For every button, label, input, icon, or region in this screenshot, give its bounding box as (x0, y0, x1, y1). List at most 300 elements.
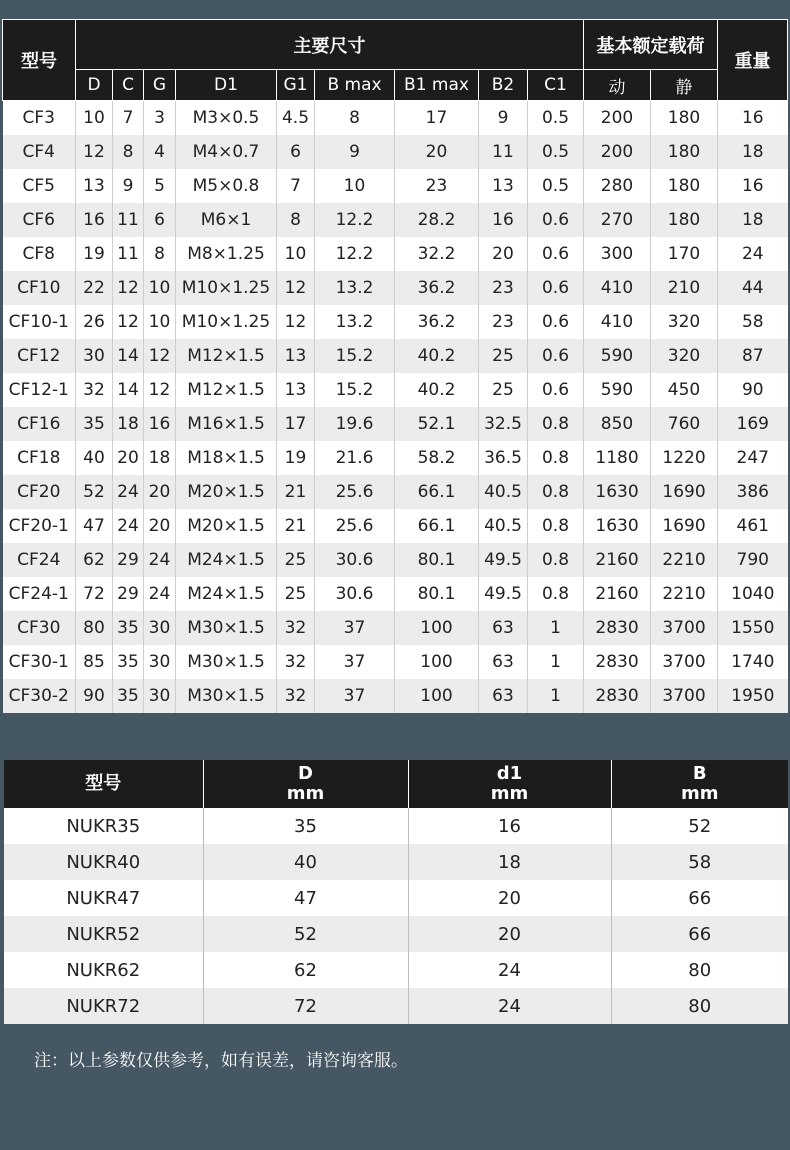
table-cell: 1550 (718, 611, 788, 645)
table-cell: 8 (315, 101, 395, 136)
table-cell: 35 (113, 679, 144, 713)
table-cell: 10 (144, 271, 176, 305)
table-cell: 3700 (651, 645, 718, 679)
table-cell: 2160 (584, 543, 651, 577)
table-cell: 24 (113, 475, 144, 509)
header-sub-cell: 静 (651, 70, 718, 101)
header-model: 型号 (3, 20, 76, 101)
model-cell: CF8 (3, 237, 76, 271)
table-cell: 20 (408, 880, 611, 916)
nukr-header-unit: mm (286, 783, 325, 804)
table-cell: 24 (144, 577, 176, 611)
table-cell: 23 (479, 305, 528, 339)
table-cell: 52 (76, 475, 113, 509)
table-cell: 16 (76, 203, 113, 237)
table-cell: 20 (479, 237, 528, 271)
table-cell: 85 (76, 645, 113, 679)
table-cell: 0.6 (528, 203, 584, 237)
table-cell: 10 (277, 237, 315, 271)
table-cell: M20×1.5 (176, 509, 277, 543)
table-cell: 18 (144, 441, 176, 475)
table-cell: 24 (144, 543, 176, 577)
model-cell: NUKR52 (4, 916, 203, 952)
header-sub-cell: C (113, 70, 144, 101)
table-cell: 17 (277, 407, 315, 441)
table-cell: 66 (611, 916, 788, 952)
table-cell: 12.2 (315, 237, 395, 271)
table-cell: 32 (277, 645, 315, 679)
table-cell: 20 (113, 441, 144, 475)
table-cell: 37 (315, 611, 395, 645)
model-cell: CF30-1 (3, 645, 76, 679)
table-row (3, 373, 788, 407)
table-cell: 8 (144, 237, 176, 271)
table-cell: 180 (651, 135, 718, 169)
table-cell: 13 (76, 169, 113, 203)
table-cell: 35 (113, 611, 144, 645)
header-sub-cell: C1 (528, 70, 584, 101)
table-cell: 72 (76, 577, 113, 611)
header-main-dimensions: 主要尺寸 (76, 20, 584, 70)
header-sub-cell: G (144, 70, 176, 101)
table-cell: 6 (277, 135, 315, 169)
table-cell: 19 (76, 237, 113, 271)
table-cell: 20 (144, 509, 176, 543)
table-row (4, 988, 788, 1024)
table-cell: 30 (76, 339, 113, 373)
table-cell: 18 (113, 407, 144, 441)
table-cell: 19.6 (315, 407, 395, 441)
table-cell: 20 (395, 135, 479, 169)
model-cell: CF24 (3, 543, 76, 577)
table-cell: 13 (277, 373, 315, 407)
table-cell: 2830 (584, 645, 651, 679)
table-cell: 20 (408, 916, 611, 952)
table-cell: 13.2 (315, 305, 395, 339)
table-cell: M6×1 (176, 203, 277, 237)
table-cell: 410 (584, 305, 651, 339)
table-cell: 100 (395, 645, 479, 679)
nukr-header-cell (408, 760, 611, 808)
table-cell: 0.5 (528, 169, 584, 203)
table-cell: 66 (611, 880, 788, 916)
table-cell: 25.6 (315, 509, 395, 543)
table-cell: 36.5 (479, 441, 528, 475)
table-cell: 52.1 (395, 407, 479, 441)
nukr-header-cell (203, 760, 408, 808)
table-cell: 0.8 (528, 441, 584, 475)
table-cell: 12 (144, 339, 176, 373)
table-cell: 32 (277, 679, 315, 713)
model-cell: CF10-1 (3, 305, 76, 339)
table-cell: 10 (76, 101, 113, 136)
model-cell: CF10 (3, 271, 76, 305)
table-cell: 30 (144, 645, 176, 679)
table-cell: 280 (584, 169, 651, 203)
table-cell: 58 (611, 844, 788, 880)
table-cell: 35 (76, 407, 113, 441)
table-cell: 200 (584, 135, 651, 169)
table-cell: 12 (113, 271, 144, 305)
table-cell: 14 (113, 373, 144, 407)
table-cell: 100 (395, 679, 479, 713)
table-cell: M4×0.7 (176, 135, 277, 169)
table-cell: 23 (479, 271, 528, 305)
table-cell: 1180 (584, 441, 651, 475)
table-cell: 16 (479, 203, 528, 237)
table-cell: 169 (718, 407, 788, 441)
model-cell: NUKR47 (4, 880, 203, 916)
header-sub-cell: B2 (479, 70, 528, 101)
table-cell: 9 (113, 169, 144, 203)
nukr-header-cell (4, 760, 203, 808)
table-cell: 80 (76, 611, 113, 645)
table-cell: 1 (528, 645, 584, 679)
table-row (3, 237, 788, 271)
table-cell: 66.1 (395, 509, 479, 543)
spec-table (2, 19, 788, 713)
table-cell: 320 (651, 339, 718, 373)
table-cell: 20 (144, 475, 176, 509)
table-row (4, 916, 788, 952)
table-cell: 16 (144, 407, 176, 441)
table-cell: 66.1 (395, 475, 479, 509)
table-cell: 0.8 (528, 543, 584, 577)
spec-table-body (3, 101, 788, 714)
table-cell: 12 (277, 305, 315, 339)
table-cell: 37 (315, 645, 395, 679)
table-cell: 1040 (718, 577, 788, 611)
table-cell: 410 (584, 271, 651, 305)
model-cell: CF30 (3, 611, 76, 645)
table-row (4, 952, 788, 988)
table-cell: 300 (584, 237, 651, 271)
table-cell: 760 (651, 407, 718, 441)
table-cell: 47 (76, 509, 113, 543)
header-sub-cell: D (76, 70, 113, 101)
table-cell: 180 (651, 169, 718, 203)
table-cell: 40.2 (395, 373, 479, 407)
table-row (3, 475, 788, 509)
table-cell: 15.2 (315, 339, 395, 373)
model-cell: CF12-1 (3, 373, 76, 407)
table-cell: M8×1.25 (176, 237, 277, 271)
table-cell: 11 (113, 203, 144, 237)
model-cell: NUKR40 (4, 844, 203, 880)
table-cell: 2830 (584, 679, 651, 713)
table-cell: 16 (718, 169, 788, 203)
table-cell: 10 (144, 305, 176, 339)
table-cell: 11 (479, 135, 528, 169)
table-row (4, 880, 788, 916)
table-cell: 7 (277, 169, 315, 203)
table-cell: 461 (718, 509, 788, 543)
table-cell: 0.5 (528, 135, 584, 169)
table-cell: 3700 (651, 679, 718, 713)
table-cell: 11 (113, 237, 144, 271)
table-row (3, 509, 788, 543)
nukr-header-unit: mm (680, 783, 719, 804)
table-cell: 1690 (651, 509, 718, 543)
table-cell: 16 (408, 808, 611, 844)
table-cell: 24 (408, 952, 611, 988)
table-row (3, 101, 788, 136)
table-cell: 22 (76, 271, 113, 305)
header-sub-cell: G1 (277, 70, 315, 101)
table-cell: 450 (651, 373, 718, 407)
table-row (4, 808, 788, 844)
table-cell: 13 (277, 339, 315, 373)
model-cell: CF24-1 (3, 577, 76, 611)
table-cell: 30 (144, 679, 176, 713)
table-cell: 30.6 (315, 543, 395, 577)
table-row (3, 407, 788, 441)
header-weight: 重量 (718, 20, 788, 101)
table-cell: 35 (113, 645, 144, 679)
disclaimer-note: 注：以上参数仅供参考，如有误差，请咨询客服。 (34, 1051, 408, 1071)
table-cell: 80.1 (395, 543, 479, 577)
table-cell: 3700 (651, 611, 718, 645)
table-row (3, 271, 788, 305)
nukr-header-name: B (692, 763, 707, 784)
table-cell: 1 (528, 611, 584, 645)
table-cell: 180 (651, 203, 718, 237)
nukr-header-row (4, 760, 788, 808)
table-cell: 3 (144, 101, 176, 136)
table-cell: 1 (528, 679, 584, 713)
table-cell: M12×1.5 (176, 339, 277, 373)
model-cell: CF16 (3, 407, 76, 441)
table-cell: 2210 (651, 543, 718, 577)
table-cell: 10 (315, 169, 395, 203)
table-cell: 18 (718, 135, 788, 169)
table-cell: 17 (395, 101, 479, 136)
table-cell: 12 (277, 271, 315, 305)
table-cell: 40.5 (479, 475, 528, 509)
table-cell: 37 (315, 679, 395, 713)
table-cell: 12 (144, 373, 176, 407)
table-cell: 80 (611, 988, 788, 1024)
table-cell: M16×1.5 (176, 407, 277, 441)
table-cell: M24×1.5 (176, 577, 277, 611)
table-row (3, 645, 788, 679)
table-cell: 24 (718, 237, 788, 271)
table-cell: M30×1.5 (176, 645, 277, 679)
table-cell: 9 (315, 135, 395, 169)
table-cell: 0.6 (528, 373, 584, 407)
table-cell: 0.6 (528, 237, 584, 271)
table-cell: 0.6 (528, 271, 584, 305)
table-cell: 19 (277, 441, 315, 475)
table-cell: M20×1.5 (176, 475, 277, 509)
table-cell: 80.1 (395, 577, 479, 611)
table-cell: 13 (479, 169, 528, 203)
table-cell: 58.2 (395, 441, 479, 475)
table-cell: 850 (584, 407, 651, 441)
table-row (3, 543, 788, 577)
table-cell: 100 (395, 611, 479, 645)
table-cell: 40.2 (395, 339, 479, 373)
table-cell: 247 (718, 441, 788, 475)
table-cell: 2830 (584, 611, 651, 645)
model-cell: CF4 (3, 135, 76, 169)
table-row (3, 441, 788, 475)
table-cell: 29 (113, 543, 144, 577)
table-cell: 21 (277, 509, 315, 543)
table-cell: M3×0.5 (176, 101, 277, 136)
table-cell: 72 (203, 988, 408, 1024)
model-cell: CF6 (3, 203, 76, 237)
table-cell: 386 (718, 475, 788, 509)
header-sub-cell: B max (315, 70, 395, 101)
table-cell: 1690 (651, 475, 718, 509)
table-cell: 58 (718, 305, 788, 339)
table-cell: 23 (395, 169, 479, 203)
table-cell: 63 (479, 611, 528, 645)
table-cell: 30.6 (315, 577, 395, 611)
nukr-header-cell (611, 760, 788, 808)
nukr-header-unit: mm (490, 783, 529, 804)
table-cell: 200 (584, 101, 651, 136)
table-cell: 36.2 (395, 271, 479, 305)
table-cell: 25 (277, 577, 315, 611)
table-cell: 7 (113, 101, 144, 136)
table-cell: 40 (203, 844, 408, 880)
table-cell: 13.2 (315, 271, 395, 305)
table-cell: 52 (203, 916, 408, 952)
table-cell: 63 (479, 679, 528, 713)
table-cell: 180 (651, 101, 718, 136)
table-cell: 49.5 (479, 577, 528, 611)
table-cell: 8 (113, 135, 144, 169)
table-cell: M30×1.5 (176, 679, 277, 713)
table-row (3, 679, 788, 713)
table-row (3, 339, 788, 373)
table-cell: 0.8 (528, 475, 584, 509)
table-cell: 40 (76, 441, 113, 475)
table-cell: M18×1.5 (176, 441, 277, 475)
model-cell: CF20 (3, 475, 76, 509)
table-cell: 24 (113, 509, 144, 543)
table-row (3, 577, 788, 611)
table-cell: 25 (479, 339, 528, 373)
table-cell: 0.5 (528, 101, 584, 136)
nukr-header-name: d1 (496, 763, 523, 784)
table-cell: M24×1.5 (176, 543, 277, 577)
table-cell: 62 (76, 543, 113, 577)
table-cell: 1630 (584, 509, 651, 543)
table-cell: 1950 (718, 679, 788, 713)
table-cell: 12 (113, 305, 144, 339)
table-cell: 0.8 (528, 509, 584, 543)
table-cell: 62 (203, 952, 408, 988)
table-cell: 32.5 (479, 407, 528, 441)
table-cell: 0.6 (528, 305, 584, 339)
table-cell: 25 (277, 543, 315, 577)
table-cell: 790 (718, 543, 788, 577)
table-cell: 32 (277, 611, 315, 645)
table-cell: 2210 (651, 577, 718, 611)
table-cell: M10×1.25 (176, 305, 277, 339)
model-cell: NUKR72 (4, 988, 203, 1024)
table-cell: 90 (718, 373, 788, 407)
model-cell: CF30-2 (3, 679, 76, 713)
table-cell: 21 (277, 475, 315, 509)
table-cell: 28.2 (395, 203, 479, 237)
table-cell: 170 (651, 237, 718, 271)
table-cell: 1220 (651, 441, 718, 475)
table-cell: 32.2 (395, 237, 479, 271)
table-cell: 12 (76, 135, 113, 169)
model-cell: CF12 (3, 339, 76, 373)
table-cell: 4 (144, 135, 176, 169)
table-cell: 40.5 (479, 509, 528, 543)
nukr-header-name: D (298, 763, 313, 784)
table-cell: 18 (718, 203, 788, 237)
table-cell: 6 (144, 203, 176, 237)
table-cell: 52 (611, 808, 788, 844)
table-cell: 0.6 (528, 339, 584, 373)
table-cell: 18 (408, 844, 611, 880)
table-cell: 8 (277, 203, 315, 237)
nukr-table (4, 760, 788, 1024)
table-cell: 25 (479, 373, 528, 407)
table-cell: 25.6 (315, 475, 395, 509)
header-sub-cell: B1 max (395, 70, 479, 101)
table-cell: 5 (144, 169, 176, 203)
model-cell: NUKR35 (4, 808, 203, 844)
table-cell: 1630 (584, 475, 651, 509)
table-cell: 9 (479, 101, 528, 136)
table-cell: 29 (113, 577, 144, 611)
table-cell: 12.2 (315, 203, 395, 237)
table-cell: 49.5 (479, 543, 528, 577)
table-cell: 44 (718, 271, 788, 305)
table-cell: 32 (76, 373, 113, 407)
table-cell: 36.2 (395, 305, 479, 339)
table-cell: 80 (611, 952, 788, 988)
model-cell: NUKR62 (4, 952, 203, 988)
table-cell: 15.2 (315, 373, 395, 407)
model-cell: CF18 (3, 441, 76, 475)
model-cell: CF5 (3, 169, 76, 203)
table-cell: 0.8 (528, 407, 584, 441)
table-cell: 210 (651, 271, 718, 305)
table-cell: 590 (584, 373, 651, 407)
table-cell: M30×1.5 (176, 611, 277, 645)
table-row (3, 169, 788, 203)
table-cell: M12×1.5 (176, 373, 277, 407)
table-cell: 0.8 (528, 577, 584, 611)
nukr-header-name: 型号 (85, 773, 122, 794)
table-cell: 47 (203, 880, 408, 916)
table-cell: 14 (113, 339, 144, 373)
table-cell: 270 (584, 203, 651, 237)
header-sub-row (3, 70, 788, 101)
table-row (3, 611, 788, 645)
table-cell: 16 (718, 101, 788, 136)
table-row (3, 305, 788, 339)
table-cell: M10×1.25 (176, 271, 277, 305)
nukr-table-body (4, 808, 788, 1024)
table-cell: M5×0.8 (176, 169, 277, 203)
model-cell: CF3 (3, 101, 76, 136)
table-cell: 21.6 (315, 441, 395, 475)
table-row (4, 844, 788, 880)
table-cell: 26 (76, 305, 113, 339)
header-sub-cell: D1 (176, 70, 277, 101)
table-cell: 590 (584, 339, 651, 373)
